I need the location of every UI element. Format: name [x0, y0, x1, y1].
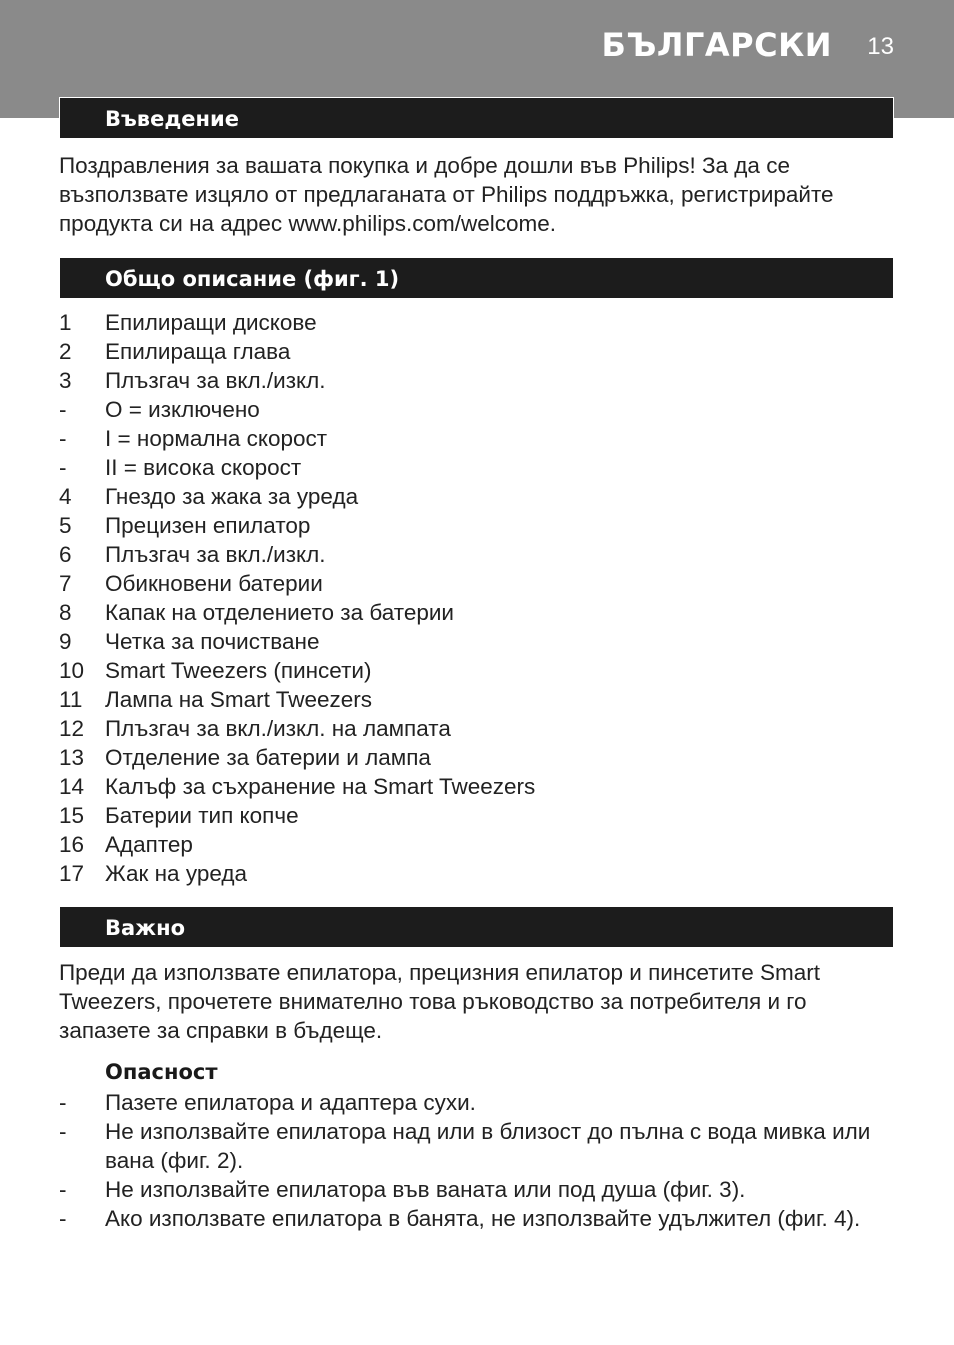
list-item-text: Калъф за съхранение на Smart Tweezers [105, 774, 536, 799]
danger-item-text: Не използвайте епилатора във ваната или под душа (фиг. 3). [105, 1177, 746, 1202]
list-item-number: 15 [59, 803, 85, 828]
list-item-number: - [59, 455, 67, 480]
list-item [59, 656, 899, 685]
page-number: 13 [867, 33, 894, 60]
list-item-text: I = нормална скорост [105, 426, 328, 451]
list-item-number: 10 [59, 658, 85, 683]
danger-item [59, 1175, 899, 1204]
list-item-text: Прецизен епилатор [105, 513, 311, 538]
list-item [59, 598, 899, 627]
list-item-number: 17 [59, 861, 85, 886]
list-item-number: 4 [59, 484, 72, 509]
section-heading-general [59, 257, 894, 299]
danger-item-bullet: - [59, 1206, 67, 1231]
list-item-text: Плъзгач за вкл./изкл. на лампата [105, 716, 451, 741]
list-item [59, 743, 899, 772]
danger-item-text: Не използвайте епилатора над или в близост до пълна с вода мивка или вана (фиг. 2). [105, 1119, 871, 1173]
list-item [59, 366, 899, 395]
list-item-text: Отделение за батерии и лампа [105, 745, 431, 770]
list-item-number: 5 [59, 513, 72, 538]
list-item-number: 6 [59, 542, 72, 567]
list-item-number: 13 [59, 745, 85, 770]
list-item [59, 569, 899, 598]
list-item-number: 3 [59, 368, 72, 393]
danger-item-text: Пазете епилатора и адаптера сухи. [105, 1090, 476, 1115]
list-item-number: 14 [59, 774, 85, 799]
danger-item-bullet: - [59, 1119, 67, 1144]
list-item-text: O = изключено [105, 397, 260, 422]
list-item-text: Епилиращи дискове [105, 310, 317, 335]
list-item [59, 830, 899, 859]
danger-heading: Опасност [105, 1060, 218, 1084]
list-item-text: Лампа на Smart Tweezers [105, 687, 373, 712]
list-item [59, 308, 899, 337]
danger-item-text: Ако използвате епилатора в банята, не използвайте удължител (фиг. 4). [105, 1206, 861, 1231]
section-title-important: Важно [105, 916, 186, 940]
list-item-text: Гнездо за жака за уреда [105, 484, 359, 509]
list-item [59, 859, 899, 888]
list-item-text: Четка за почистване [105, 629, 320, 654]
danger-item-bullet: - [59, 1090, 67, 1115]
list-item-number: 12 [59, 716, 85, 741]
list-item-text: II = висока скорост [105, 455, 302, 480]
danger-item [59, 1204, 899, 1233]
list-item-number: 2 [59, 339, 72, 364]
list-item [59, 685, 899, 714]
danger-list [59, 1088, 899, 1233]
parts-list [59, 308, 899, 888]
list-item [59, 801, 899, 830]
language-title: БЪЛГАРСКИ [601, 26, 832, 64]
list-item-text: Плъзгач за вкл./изкл. [105, 542, 326, 567]
list-item-number: 9 [59, 629, 72, 654]
list-item-text: Плъзгач за вкл./изкл. [105, 368, 326, 393]
section-heading-important [59, 906, 894, 948]
section-heading-intro [59, 97, 894, 139]
list-item [59, 424, 899, 453]
important-paragraph: Преди да използвате епилатора, прецизния епилатор и пинсетите Smart Tweezers, прочетете внимателно това ръководство за потребителя и го запазете за справки в бъдеще. [59, 960, 820, 1043]
list-item-text: Батерии тип копче [105, 803, 299, 828]
list-item-number: 16 [59, 832, 85, 857]
list-item-text: Адаптер [105, 832, 193, 857]
list-item-text: Епилираща глава [105, 339, 291, 364]
danger-item [59, 1088, 899, 1117]
list-item-number: 1 [59, 310, 72, 335]
list-item [59, 453, 899, 482]
list-item [59, 395, 899, 424]
list-item-text: Smart Tweezers (пинсети) [105, 658, 372, 683]
list-item-number: 11 [59, 687, 83, 712]
section-title-intro: Въведение [105, 107, 239, 131]
list-item-number: 7 [59, 571, 72, 596]
list-item-number: - [59, 397, 67, 422]
danger-item-bullet: - [59, 1177, 67, 1202]
list-item [59, 540, 899, 569]
list-item [59, 627, 899, 656]
list-item [59, 511, 899, 540]
section-title-general: Общо описание (фиг. 1) [105, 267, 400, 291]
list-item-text: Обикновени батерии [105, 571, 323, 596]
intro-paragraph: Поздравления за вашата покупка и добре дошли във Philips! За да се възползвате изцяло от предлаганата от Philips поддръжка, регистрирайте продукта си на адрес www.philips.com/welcome. [59, 153, 834, 236]
danger-item [59, 1117, 899, 1175]
list-item [59, 772, 899, 801]
list-item-number: - [59, 426, 67, 451]
list-item-text: Капак на отделението за батерии [105, 600, 454, 625]
list-item-number: 8 [59, 600, 72, 625]
list-item [59, 337, 899, 366]
list-item [59, 482, 899, 511]
list-item-text: Жак на уреда [105, 861, 247, 886]
list-item [59, 714, 899, 743]
